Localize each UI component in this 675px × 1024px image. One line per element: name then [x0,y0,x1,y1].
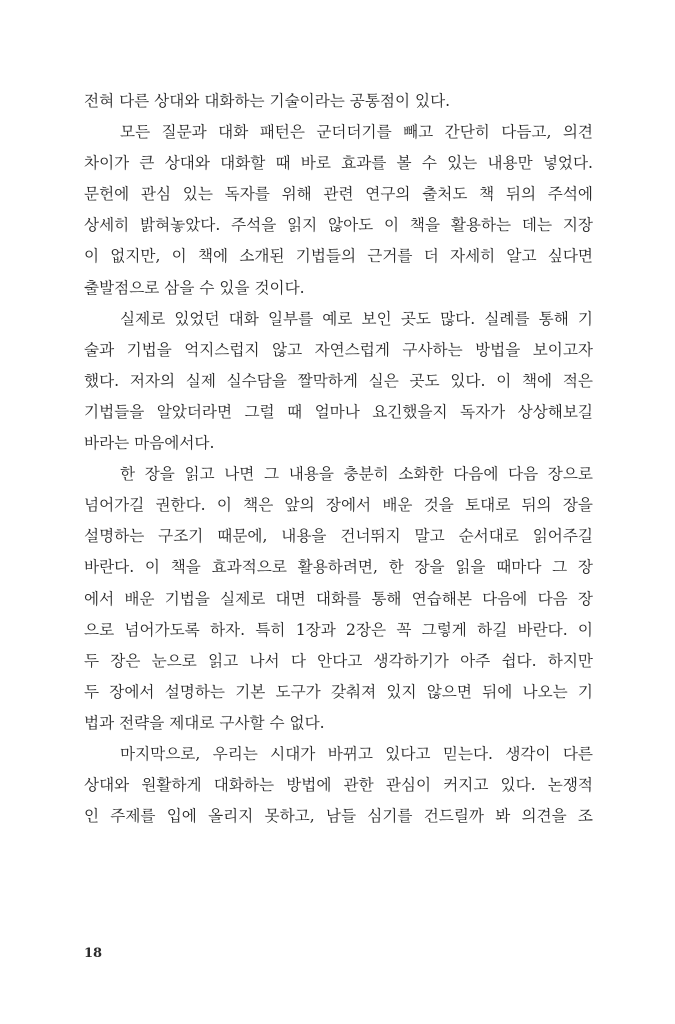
text-line: 바라는 마음에서다. [84,434,215,453]
text-line: 모든 질문과 대화 패턴은 군더더기를 빼고 간단히 다듬고, 의견 [120,123,593,142]
text-line: 상세히 밝혀놓았다. 주석을 읽지 않아도 이 책을 활용하는 데는 지장 [84,216,593,235]
text-line: 전혀 다른 상대와 대화하는 기술이라는 공통점이 있다. [84,92,451,110]
text-line: 바란다. 이 책을 효과적으로 활용하려면, 한 장을 읽을 때마다 그 장 [84,558,593,577]
text-line: 한 장을 읽고 나면 그 내용을 충분히 소화한 다음에 다음 장으로 [120,465,593,484]
text-line: 이 없지만, 이 책에 소개된 기법들의 근거를 더 자세히 알고 싶다면 [84,247,593,266]
text-line: 실제로 있었던 대화 일부를 예로 보인 곳도 많다. 실례를 통해 기 [120,309,593,328]
text-line: 문헌에 관심 있는 독자를 위해 관련 연구의 출처도 책 뒤의 주석에 [84,185,593,204]
text-line: 설명하는 구조기 때문에, 내용을 건너뛰지 말고 순서대로 읽어주길 [84,527,593,546]
body-text [84,86,593,832]
text-line: 에서 배운 기법을 실제로 대면 대화를 통해 연습해본 다음에 다음 장 [84,589,593,608]
text-line: 두 장에서 설명하는 기본 도구가 갖춰져 있지 않으면 뒤에 나오는 기 [84,682,593,701]
text-line: 출발점으로 삼을 수 있을 것이다. [84,278,305,297]
text-line: 인 주제를 입에 올리지 못하고, 남들 심기를 건드릴까 봐 의견을 조 [84,807,593,826]
text-line: 차이가 큰 상대와 대화할 때 바로 효과를 볼 수 있는 내용만 넣었다. [84,154,593,173]
page-number: 18 [84,946,103,961]
text-line: 술과 기법을 억지스럽지 않고 자연스럽게 구사하는 방법을 보이고자 [84,340,593,359]
text-line: 법과 전략을 제대로 구사할 수 없다. [84,713,325,732]
text-line: 마지막으로, 우리는 시대가 바뀌고 있다고 믿는다. 생각이 다른 [120,744,593,763]
text-line: 상대와 원활하게 대화하는 방법에 관한 관심이 커지고 있다. 논쟁적 [84,776,593,795]
text-line: 두 장은 눈으로 읽고 나서 다 안다고 생각하기가 아주 쉽다. 하지만 [84,651,593,670]
text-line: 기법들을 알았더라면 그럴 때 얼마나 요긴했을지 독자가 상상해보길 [84,402,593,421]
text-line: 했다. 저자의 실제 실수담을 짤막하게 실은 곳도 있다. 이 책에 적은 [84,371,593,390]
text-line: 넘어가길 권한다. 이 책은 앞의 장에서 배운 것을 토대로 뒤의 장을 [84,496,593,515]
text-line: 으로 넘어가도록 하자. 특히 1장과 2장은 꼭 그렇게 하길 바란다. 이 [84,620,593,639]
